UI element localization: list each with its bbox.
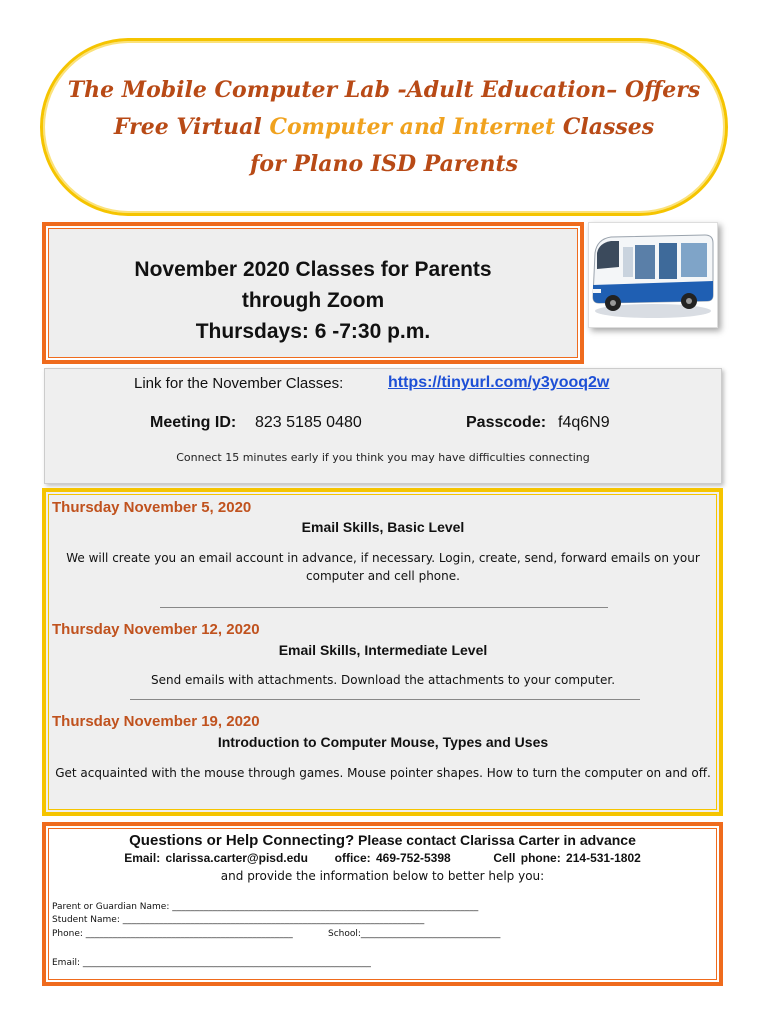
- passcode-label: Passcode:: [466, 414, 547, 431]
- email-field[interactable]: Email: ________________________________________________________________: [52, 958, 371, 968]
- student-name-field[interactable]: Student Name: ___________________________________________________________________: [52, 915, 425, 925]
- help-question-label: Questions or Help Connecting?: [129, 832, 355, 849]
- divider: [130, 699, 640, 700]
- help-contact-intro: Please contact Clarissa Carter in advance: [354, 832, 636, 848]
- november-line-1: November 2020 Classes for Parents: [134, 258, 492, 281]
- school-field[interactable]: School:_______________________________: [328, 929, 501, 939]
- session-1-date: Thursday November 5, 2020: [52, 499, 252, 516]
- session-2-description: Send emails with attachments. Download the attachments to your computer.: [150, 673, 616, 687]
- bus-image: [588, 222, 718, 328]
- header-line-2: [60, 109, 708, 146]
- november-line-2: through Zoom: [241, 289, 385, 312]
- header-line-2-part1: Free Virtual: [113, 114, 270, 140]
- divider: [160, 607, 608, 608]
- november-schedule-text: [48, 254, 578, 347]
- session-3-description: Get acquainted with the mouse through games. Mouse pointer shapes. How to turn the computer on and off.: [55, 766, 711, 780]
- zoom-link[interactable]: https://tinyurl.com/y3yooq2w: [388, 374, 610, 391]
- connect-note: Connect 15 minutes early if you think you may have difficulties connecting: [176, 451, 590, 464]
- session-2-date: Thursday November 12, 2020: [52, 621, 260, 638]
- session-1-description: [44, 549, 722, 585]
- help-office-phone: office: 469-752-5398: [334, 851, 451, 865]
- session-1-desc-line-2: computer and cell phone.: [306, 569, 460, 583]
- header-line-2-accent: Computer and Internet: [269, 114, 563, 140]
- help-cell-phone: Cell phone: 214-531-1802: [493, 851, 641, 865]
- help-email: Email: clarissa.carter@pisd.edu: [124, 851, 308, 865]
- meeting-id-value: 823 5185 0480: [255, 414, 362, 431]
- passcode-value: f4q6N9: [558, 414, 610, 431]
- session-1-title: Email Skills, Basic Level: [301, 519, 465, 535]
- help-provide-text: and provide the information below to better help you:: [220, 869, 545, 883]
- header-title: [60, 72, 708, 183]
- help-contact-line: [48, 851, 717, 865]
- header-line-2-part2: Classes: [562, 114, 655, 140]
- bus-icon: [589, 223, 717, 327]
- session-2-title: Email Skills, Intermediate Level: [278, 642, 488, 658]
- session-3-title: Introduction to Computer Mouse, Types and Uses: [217, 734, 549, 750]
- header-line-3: for Plano ISD Parents: [249, 151, 519, 177]
- link-label: Link for the November Classes:: [134, 375, 344, 392]
- session-1-desc-line-1: We will create you an email account in advance, if necessary. Login, create, send, forward emails on your: [66, 551, 700, 565]
- phone-field[interactable]: Phone: ______________________________________________: [52, 929, 293, 939]
- parent-name-field[interactable]: Parent or Guardian Name: ____________________________________________________________________: [52, 902, 479, 912]
- meeting-id-label: Meeting ID:: [150, 414, 237, 431]
- november-line-3: Thursdays: 6 -7:30 p.m.: [195, 320, 431, 343]
- header-line-1: The Mobile Computer Lab -Adult Education– Offers: [67, 77, 701, 103]
- help-question: [48, 832, 717, 849]
- session-3-date: Thursday November 19, 2020: [52, 713, 260, 730]
